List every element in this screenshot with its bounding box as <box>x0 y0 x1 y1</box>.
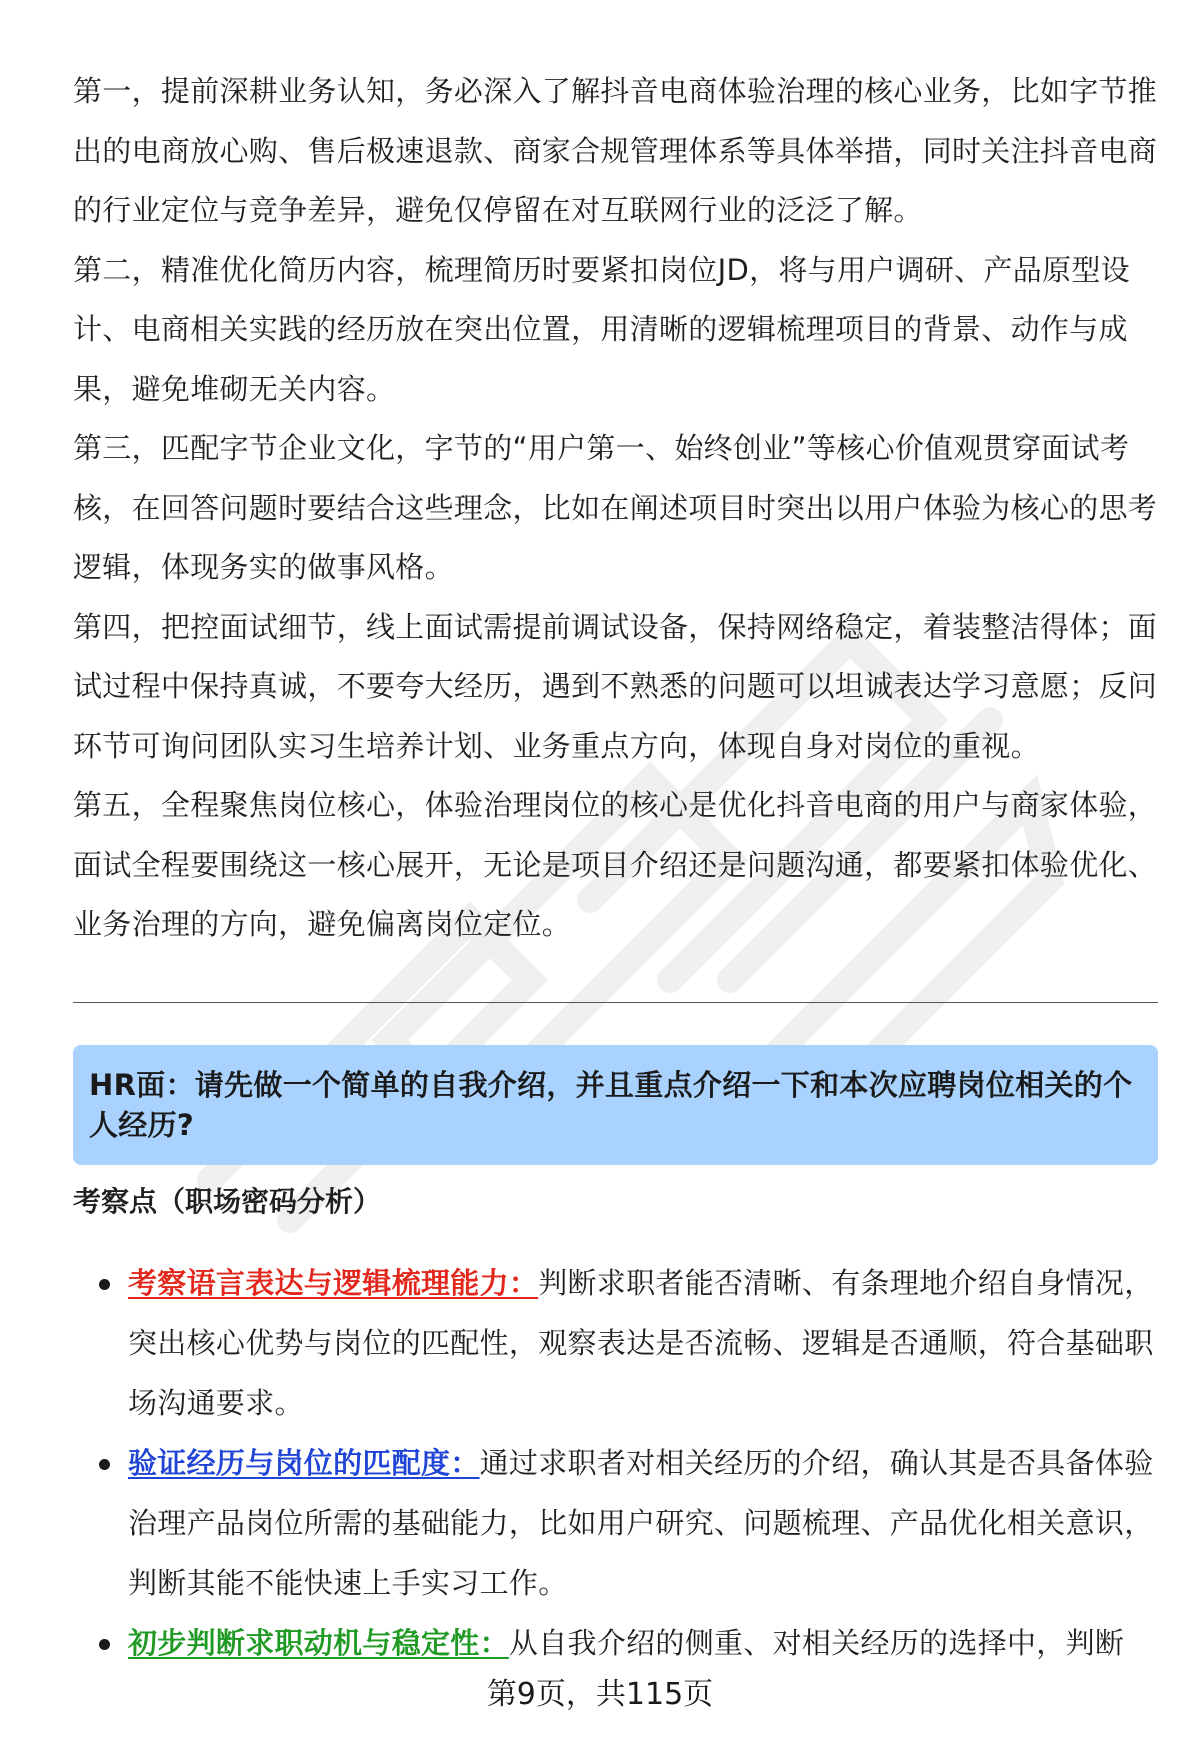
bullet-dot-icon <box>99 1279 110 1290</box>
bullet-keyword: 验证经历与岗位的匹配度： <box>128 1446 480 1480</box>
paragraph-4: 第四，把控面试细节，线上面试需提前调试设备，保持网络稳定，着装整洁得体；面试过程中保持真诚，不要夸大经历，遇到不熟悉的问题可以坦诚表达学习意愿；反问环节可询问团队实习生培养计划、业务重点方向，体现自身对岗位的重视。 <box>73 609 1158 763</box>
list-item <box>73 1613 1158 1673</box>
paragraph-1: 第一，提前深耕业务认知，务必深入了解抖音电商体验治理的核心业务，比如字节推出的电商放心购、售后极速退款、商家合规管理体系等具体举措，同时关注抖音电商的行业定位与竞争差异，避免仅停留在对互联网行业的泛泛了解。 <box>73 74 1158 227</box>
bullet-text: 判断求职者能否清晰、有条理地介绍自身情况，突出核心优势与岗位的匹配性，观察表达是否流畅、逻辑是否通顺，符合基础职场沟通要求。 <box>128 1266 1154 1420</box>
list-item <box>73 1433 1158 1613</box>
bullet-dot-icon <box>99 1639 110 1650</box>
paragraph-2: 第二，精准优化简历内容，梳理简历时要紧扣岗位JD，将与用户调研、产品原型设计、电商相关实践的经历放在突出位置，用清晰的逻辑梳理项目的背景、动作与成果，避免堆砌无关内容。 <box>73 252 1130 406</box>
section-divider <box>73 1002 1158 1003</box>
paragraph-3: 第三，匹配字节企业文化，字节的“用户第一、始终创业”等核心价值观贯穿面试考核，在回答问题时要结合这些理念，比如在阐述项目时突出以用户体验为核心的思考逻辑，体现务实的做事风格。 <box>73 431 1158 584</box>
assessment-list <box>73 1253 1158 1673</box>
body-content <box>73 62 1158 955</box>
bullet-keyword: 考察语言表达与逻辑梳理能力： <box>128 1266 539 1300</box>
page-footer: 第9页，共115页 <box>486 1677 714 1712</box>
question-box <box>73 1045 1158 1165</box>
bullet-text: 通过求职者对相关经历的介绍，确认其是否具备体验治理产品岗位所需的基础能力，比如用户研究、问题梳理、产品优化相关意识，判断其能不能快速上手实习工作。 <box>128 1446 1154 1600</box>
question-text: HR面：请先做一个简单的自我介绍，并且重点介绍一下和本次应聘岗位相关的个人经历? <box>89 1068 1133 1142</box>
bullet-keyword: 初步判断求职动机与稳定性： <box>128 1626 509 1660</box>
section-heading: 考察点（职场密码分析） <box>73 1185 382 1218</box>
bullet-dot-icon <box>99 1459 110 1470</box>
bullet-text: 从自我介绍的侧重、对相关经历的选择中，判断 <box>508 1626 1125 1660</box>
paragraph-5: 第五，全程聚焦岗位核心，体验治理岗位的核心是优化抖音电商的用户与商家体验，面试全程要围绕这一核心展开，无论是项目介绍还是问题沟通，都要紧扣体验优化、业务治理的方向，避免偏离岗位定位。 <box>73 788 1158 941</box>
list-item <box>73 1253 1158 1433</box>
